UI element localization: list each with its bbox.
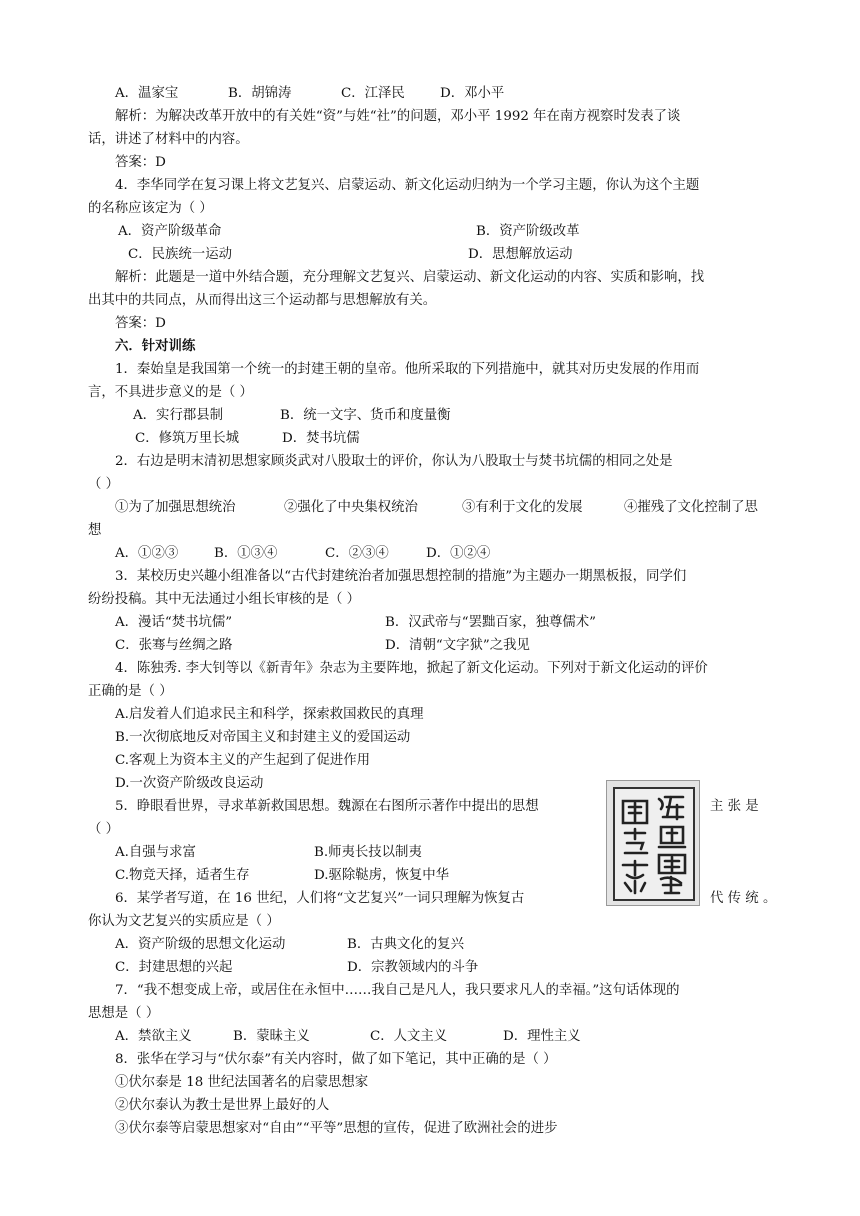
option-c: C．修筑万里长城 (135, 431, 239, 446)
item-1: ①为了加强思想统治 (115, 500, 236, 515)
q4-options-row-1 (88, 220, 780, 243)
seal-calligraphy-icon (615, 789, 693, 899)
t1-options-row-2 (88, 427, 780, 450)
seal-frame (613, 787, 695, 901)
t6-stem-left: 6．某学者写道，在 16 世纪，人们将“文艺复兴”一词只理解为恢复古 (115, 891, 525, 906)
t2-stem-line-1: 2．右边是明末清初思想家顾炎武对八股取士的评价，你认为八股取士与焚书坑儒的相同之处是 (115, 454, 673, 469)
t1-stem-line-2: 言，不具进步意义的是（ ） (88, 385, 253, 400)
q4-answer: 答案：D (115, 316, 166, 331)
t4-option-c: C.客观上为资本主义的产生起到了促进作用 (115, 753, 371, 768)
option-b: B．胡锦涛 (228, 86, 292, 101)
option-d: D．清朝“文字狱”之我见 (385, 638, 530, 653)
t4-option-b: B.一次彻底地反对帝国主义和封建主义的爱国运动 (115, 730, 411, 745)
t6-stem-right: 代 传 统 。 (710, 891, 777, 906)
option-c: C．②③④ (325, 546, 389, 561)
option-d: D．①②④ (426, 546, 491, 561)
option-a: A．资产阶级的思想文化运动 (115, 937, 286, 952)
option-d: D．邓小平 (440, 86, 505, 101)
option-b: B．统一文字、货币和度量衡 (280, 408, 451, 423)
option-a: A．漫话“焚书坑儒” (115, 615, 233, 630)
t6-options-row-2 (88, 956, 780, 979)
option-a: A．①②③ (115, 546, 179, 561)
t4-option-d: D.一次资产阶级改良运动 (115, 776, 264, 791)
q3-analysis-line-1: 解析：为解决改革开放中的有关姓“资”与姓“社”的问题，邓小平 1992 年在南方视察时发表了谈 (115, 109, 681, 124)
item-2: ②强化了中央集权统治 (284, 500, 418, 515)
option-b: B．蒙昧主义 (233, 1029, 310, 1044)
option-c: C．江泽民 (341, 86, 405, 101)
option-c: C．人文主义 (370, 1029, 448, 1044)
option-d: D．焚书坑儒 (282, 431, 360, 446)
option-a: A．实行郡县制 (133, 408, 224, 423)
option-d: D.驱除鞑虏，恢复中华 (314, 868, 450, 883)
t3-stem-line-1: 3．某校历史兴趣小组准备以“古代封建统治者加强思想控制的措施”为主题办一期黑板报，同学们 (115, 569, 687, 584)
option-a: A．温家宝 (115, 86, 179, 101)
q3-analysis-line-2: 话，讲述了材料中的内容。 (88, 132, 249, 147)
option-d: D．思想解放运动 (468, 247, 573, 262)
t7-options (88, 1025, 780, 1048)
option-d: D．宗教领域内的斗争 (347, 960, 479, 975)
option-b: B．古典文化的复兴 (347, 937, 464, 952)
t8-note-1: ①伏尔泰是 18 世纪法国著名的启蒙思想家 (115, 1075, 369, 1090)
document-page (88, 82, 780, 1140)
option-b: B.师夷长技以制夷 (314, 845, 422, 860)
t7-stem-line-1: 7．“我不想变成上帝，或居住在永恒中……我自己是凡人，我只要求凡人的幸福。”这句话体现的 (115, 983, 680, 998)
t2-items-row (88, 496, 780, 519)
t5-stem-right: 主 张 是 (710, 799, 759, 814)
t8-note-3: ③伏尔泰等启蒙思想家对“自由”“平等”思想的宣传，促进了欧洲社会的进步 (115, 1121, 558, 1136)
t2-items-tail: 想 (88, 523, 102, 538)
option-c: C．张骞与丝绸之路 (115, 638, 233, 653)
t3-options-row-2 (88, 634, 780, 657)
item-4: ④摧残了文化控制了思 (624, 500, 758, 515)
q4-analysis-line-1: 解析：此题是一道中外结合题，充分理解文艺复兴、启蒙运动、新文化运动的内容、实质和影响，找 (115, 270, 705, 285)
q3-answer: 答案：D (115, 155, 166, 170)
haiguotuzhi-seal-image (606, 780, 700, 906)
t7-stem-line-2: 思想是（ ） (88, 1006, 160, 1021)
t2-options (88, 542, 780, 565)
item-3: ③有利于文化的发展 (462, 500, 583, 515)
option-a: A.自强与求富 (115, 845, 196, 860)
option-c: C．封建思想的兴起 (115, 960, 233, 975)
t4-stem-line-2: 正确的是（ ） (88, 684, 173, 699)
option-d: D．理性主义 (503, 1029, 581, 1044)
t2-stem-line-2: （ ） (88, 477, 120, 492)
option-a: A．禁欲主义 (115, 1029, 192, 1044)
t3-stem-line-2: 纷纷投稿。其中无法通过小组长审核的是（ ） (88, 592, 361, 607)
t3-options-row-1 (88, 611, 780, 634)
option-a: A．资产阶级革命 (118, 224, 222, 239)
t5-stem-end: （ ） (88, 822, 120, 837)
option-c: C.物竞天择，适者生存 (115, 868, 250, 883)
option-b: B．资产阶级改革 (476, 224, 580, 239)
t1-options-row-1 (88, 404, 780, 427)
t6-options-row-1 (88, 933, 780, 956)
option-b: B．①③④ (214, 546, 278, 561)
q3-options (88, 82, 780, 105)
t5-stem-left: 5．睁眼看世界，寻求革新救国思想。魏源在右图所示著作中提出的思想 (115, 799, 539, 814)
t4-option-a: A.启发着人们追求民主和科学，探索救国救民的真理 (115, 707, 424, 722)
q4-analysis-line-2: 出其中的共同点，从而得出这三个运动都与思想解放有关。 (88, 293, 437, 308)
q4-options-row-2 (88, 243, 780, 266)
t6-stem-line-2: 你认为文艺复兴的实质应是（ ） (88, 914, 280, 929)
t8-stem: 8．张华在学习与“伏尔泰”有关内容时，做了如下笔记，其中正确的是（ ） (115, 1052, 557, 1067)
t8-note-2: ②伏尔泰认为教士是世界上最好的人 (115, 1098, 330, 1113)
option-c: C．民族统一运动 (128, 247, 232, 262)
option-b: B．汉武帝与“罢黜百家，独尊儒术” (385, 615, 596, 630)
q4-stem-line-2: 的名称应该定为（ ） (88, 201, 213, 216)
section-title: 六．针对训练 (115, 338, 196, 354)
t1-stem-line-1: 1．秦始皇是我国第一个统一的封建王朝的皇帝。他所采取的下列措施中，就其对历史发展的作用而 (115, 362, 700, 377)
t4-stem-line-1: 4．陈独秀. 李大钊等以《新青年》杂志为主要阵地，掀起了新文化运动。下列对于新文化运动的评价 (115, 661, 708, 676)
q4-stem-line-1: 4．李华同学在复习课上将文艺复兴、启蒙运动、新文化运动归纳为一个学习主题，你认为这个主题 (115, 178, 700, 193)
